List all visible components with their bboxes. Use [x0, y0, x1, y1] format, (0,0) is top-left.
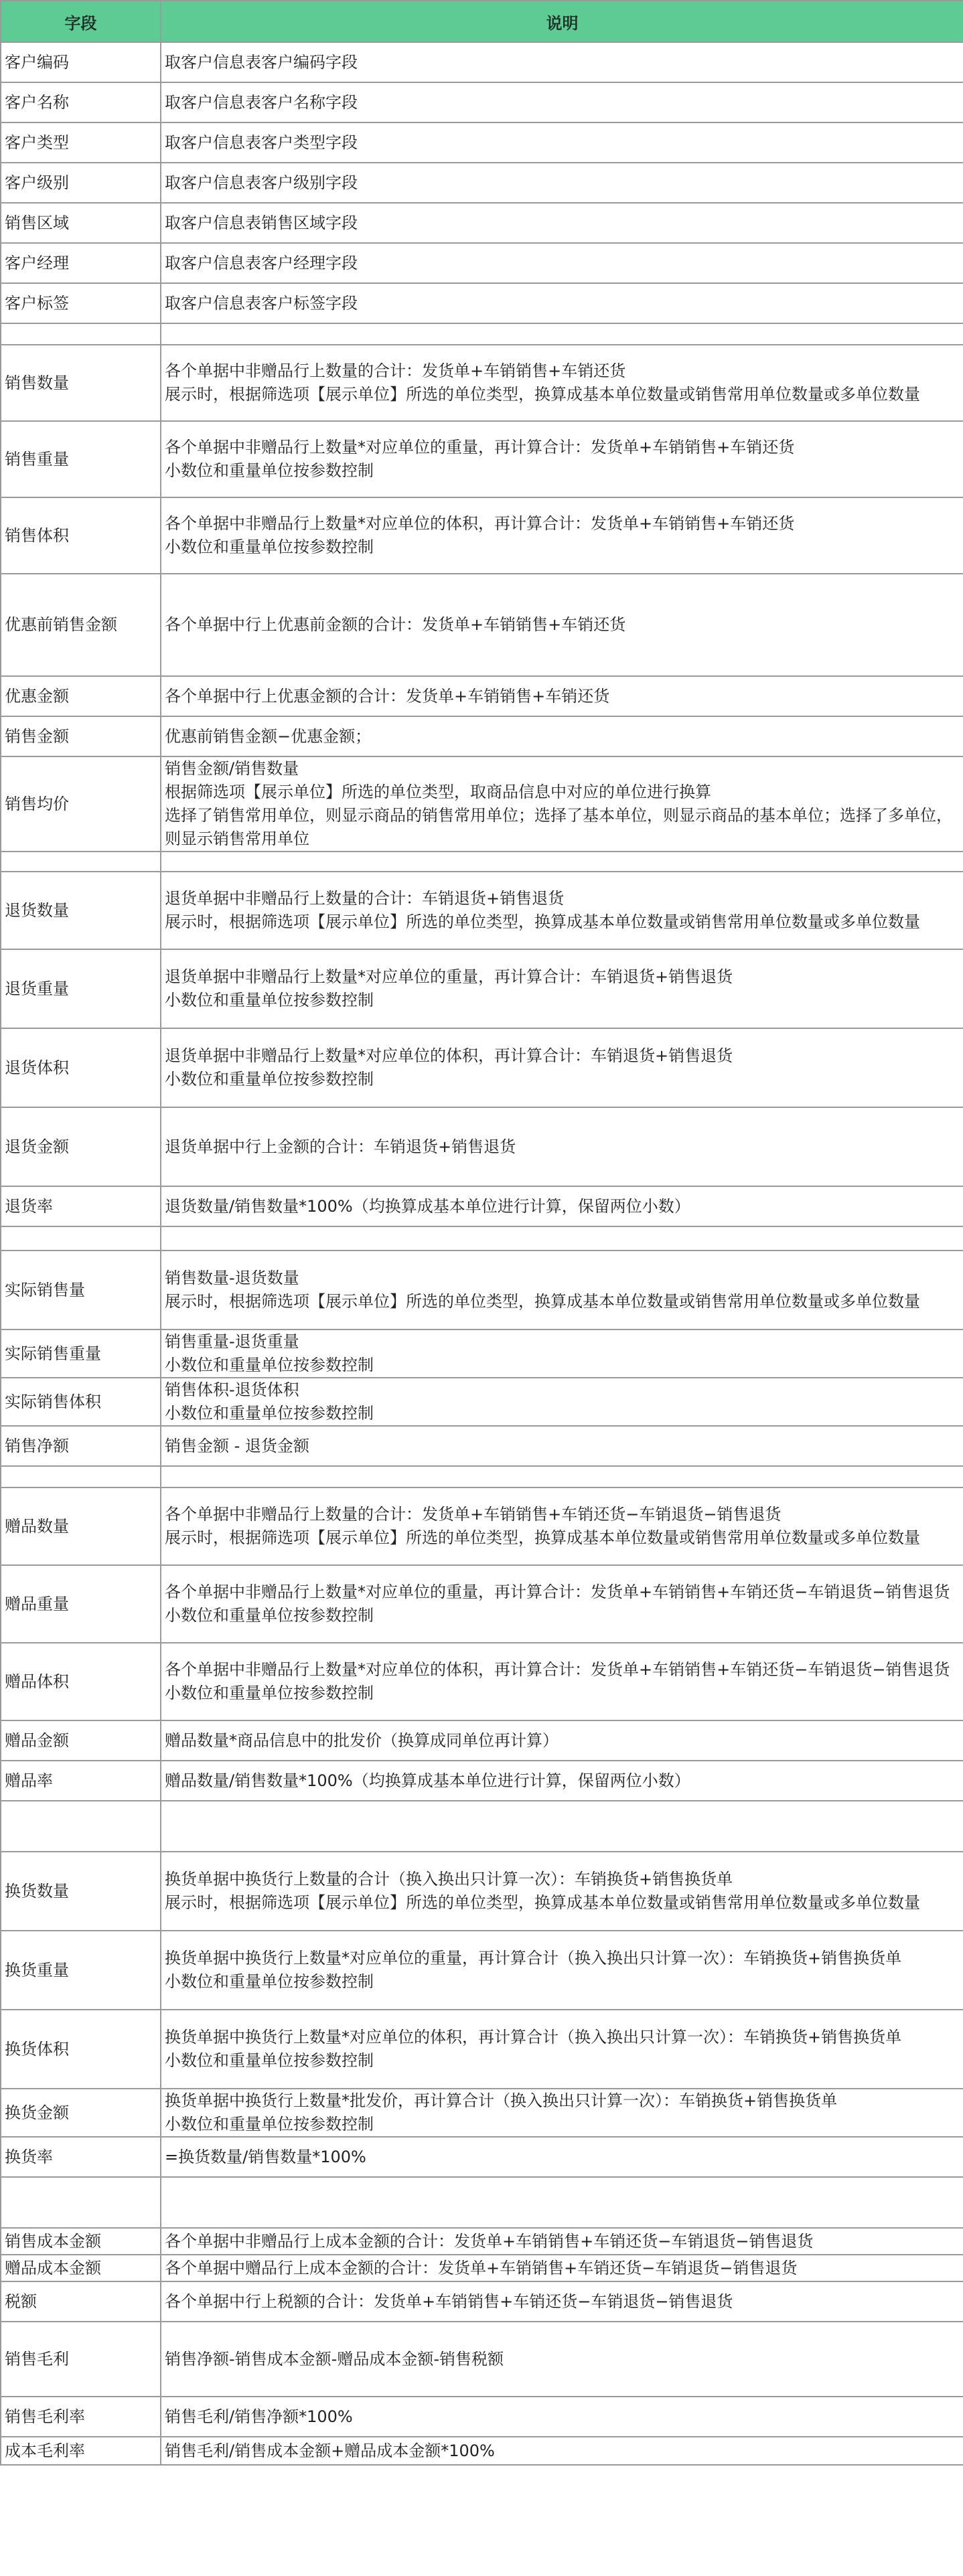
table-row: [1, 2010, 963, 2089]
table-row: [1, 2228, 963, 2255]
table-row: [1, 2255, 963, 2281]
header-description: 说明: [161, 1, 963, 42]
description-cell: 优惠前销售金额−优惠金额；: [161, 716, 963, 756]
field-cell: 赠品成本金额: [1, 2255, 161, 2281]
field-cell: [1, 852, 161, 872]
table-row: [1, 42, 963, 82]
description-cell: [161, 2177, 963, 2228]
field-cell: 实际销售体积: [1, 1378, 161, 1426]
table-row: [1, 1226, 963, 1251]
table-row: [1, 2281, 963, 2322]
description-cell: 取客户信息表客户类型字段: [161, 123, 963, 163]
table-row: [1, 676, 963, 716]
field-cell: 优惠前销售金额: [1, 574, 161, 676]
table-row: [1, 1801, 963, 1852]
description-cell: 各个单据中非赠品行上成本金额的合计：发货单+车销销售+车销还货−车销退货−销售退货: [161, 2228, 963, 2255]
table-row: [1, 283, 963, 323]
description-cell: 销售金额/销售数量 根据筛选项【展示单位】所选的单位类型，取商品信息中对应的单位进行换算 选择了销售常用单位，则显示商品的销售常用单位；选择了基本单位，则显示商品的基本单位；选择了多单位，则显示销售常用单位: [161, 756, 963, 852]
field-cell: 客户名称: [1, 82, 161, 123]
table-row: [1, 1931, 963, 2010]
field-cell: 客户标签: [1, 283, 161, 323]
table-row: [1, 1028, 963, 1107]
field-cell: 客户编码: [1, 42, 161, 82]
description-cell: 各个单据中行上优惠前金额的合计：发货单+车销销售+车销还货: [161, 574, 963, 676]
field-cell: 退货体积: [1, 1028, 161, 1107]
description-cell: =换货数量/销售数量*100%: [161, 2137, 963, 2177]
description-cell: 赠品数量/销售数量*100%（均换算成基本单位进行计算，保留两位小数）: [161, 1761, 963, 1801]
description-cell: 退货单据中非赠品行上数量*对应单位的体积，再计算合计：车销退货+销售退货 小数位和重量单位按参数控制: [161, 1028, 963, 1107]
field-cell: 优惠金额: [1, 676, 161, 716]
table-row: [1, 345, 963, 421]
table-header-row: [1, 1, 963, 42]
table-row: [1, 1720, 963, 1761]
table-row: [1, 2177, 963, 2228]
field-cell: 换货率: [1, 2137, 161, 2177]
field-cell: 赠品体积: [1, 1643, 161, 1720]
description-cell: 各个单据中非赠品行上数量的合计：发货单+车销销售+车销还货−车销退货−销售退货 展示时，根据筛选项【展示单位】所选的单位类型，换算成基本单位数量或销售常用单位数量或多单位数量: [161, 1487, 963, 1565]
description-cell: 各个单据中非赠品行上数量*对应单位的体积，再计算合计：发货单+车销销售+车销还货−车销退货−销售退货 小数位和重量单位按参数控制: [161, 1643, 963, 1720]
description-cell: 销售毛利/销售成本金额+赠品成本金额*100%: [161, 2437, 963, 2465]
table-row: [1, 2397, 963, 2437]
field-cell: 销售数量: [1, 345, 161, 421]
description-cell: [161, 323, 963, 345]
field-cell: 换货数量: [1, 1852, 161, 1931]
field-cell: 客户类型: [1, 123, 161, 163]
table-row: [1, 1466, 963, 1487]
table-row: [1, 2137, 963, 2177]
table-row: [1, 872, 963, 949]
field-cell: [1, 323, 161, 345]
description-cell: 各个单据中非赠品行上数量*对应单位的重量，再计算合计：发货单+车销销售+车销还货−车销退货−销售退货 小数位和重量单位按参数控制: [161, 1565, 963, 1643]
table-row: [1, 1330, 963, 1378]
field-cell: 赠品率: [1, 1761, 161, 1801]
description-cell: 取客户信息表客户名称字段: [161, 82, 963, 123]
field-cell: [1, 1466, 161, 1487]
field-cell: 销售毛利: [1, 2322, 161, 2397]
field-cell: 销售毛利率: [1, 2397, 161, 2437]
table-row: [1, 1251, 963, 1330]
description-cell: 取客户信息表销售区域字段: [161, 203, 963, 243]
description-cell: 各个单据中赠品行上成本金额的合计：发货单+车销销售+车销还货−车销退货−销售退货: [161, 2255, 963, 2281]
field-cell: 销售净额: [1, 1426, 161, 1466]
table-row: [1, 949, 963, 1028]
description-cell: 换货单据中换货行上数量*对应单位的体积，再计算合计（换入换出只计算一次）：车销换货+销售换货单 小数位和重量单位按参数控制: [161, 2010, 963, 2089]
field-cell: 销售区域: [1, 203, 161, 243]
field-cell: 客户经理: [1, 243, 161, 283]
description-cell: 取客户信息表客户级别字段: [161, 163, 963, 203]
description-cell: 取客户信息表客户标签字段: [161, 283, 963, 323]
field-cell: 换货重量: [1, 1931, 161, 2010]
description-cell: 销售净额-销售成本金额-赠品成本金额-销售税额: [161, 2322, 963, 2397]
field-cell: 销售成本金额: [1, 2228, 161, 2255]
table-row: [1, 243, 963, 283]
field-cell: [1, 2177, 161, 2228]
table-row: [1, 1186, 963, 1226]
description-cell: 各个单据中非赠品行上数量的合计：发货单+车销销售+车销还货 展示时，根据筛选项【展示单位】所选的单位类型，换算成基本单位数量或销售常用单位数量或多单位数量: [161, 345, 963, 421]
description-cell: 换货单据中换货行上数量*对应单位的重量，再计算合计（换入换出只计算一次）：车销换货+销售换货单 小数位和重量单位按参数控制: [161, 1931, 963, 2010]
table-row: [1, 1378, 963, 1426]
table-row: [1, 1426, 963, 1466]
table-row: [1, 1107, 963, 1186]
field-cell: 客户级别: [1, 163, 161, 203]
description-cell: 各个单据中非赠品行上数量*对应单位的重量，再计算合计：发货单+车销销售+车销还货 小数位和重量单位按参数控制: [161, 421, 963, 497]
description-cell: 取客户信息表客户编码字段: [161, 42, 963, 82]
field-cell: [1, 1226, 161, 1251]
header-field: 字段: [1, 1, 161, 42]
description-cell: [161, 852, 963, 872]
description-cell: [161, 1226, 963, 1251]
field-cell: 赠品数量: [1, 1487, 161, 1565]
description-cell: 退货单据中行上金额的合计：车销退货+销售退货: [161, 1107, 963, 1186]
description-cell: 退货单据中非赠品行上数量的合计：车销退货+销售退货 展示时，根据筛选项【展示单位】所选的单位类型，换算成基本单位数量或销售常用单位数量或多单位数量: [161, 872, 963, 949]
field-cell: 销售重量: [1, 421, 161, 497]
table-row: [1, 2437, 963, 2465]
description-cell: [161, 1801, 963, 1852]
field-cell: 销售均价: [1, 756, 161, 852]
table-row: [1, 497, 963, 574]
description-cell: 取客户信息表客户经理字段: [161, 243, 963, 283]
field-cell: [1, 1801, 161, 1852]
description-cell: 销售重量-退货重量 小数位和重量单位按参数控制: [161, 1330, 963, 1378]
table-row: [1, 163, 963, 203]
field-cell: 退货数量: [1, 872, 161, 949]
field-cell: 实际销售量: [1, 1251, 161, 1330]
table-row: [1, 123, 963, 163]
table-row: [1, 1761, 963, 1801]
description-cell: 退货数量/销售数量*100%（均换算成基本单位进行计算，保留两位小数）: [161, 1186, 963, 1226]
description-cell: 销售毛利/销售净额*100%: [161, 2397, 963, 2437]
table-row: [1, 1643, 963, 1720]
table-row: [1, 421, 963, 497]
table-row: [1, 2322, 963, 2397]
description-cell: 退货单据中非赠品行上数量*对应单位的重量，再计算合计：车销退货+销售退货 小数位和重量单位按参数控制: [161, 949, 963, 1028]
description-cell: 赠品数量*商品信息中的批发价（换算成同单位再计算）: [161, 1720, 963, 1761]
table-row: [1, 1852, 963, 1931]
description-cell: 各个单据中非赠品行上数量*对应单位的体积，再计算合计：发货单+车销销售+车销还货 小数位和重量单位按参数控制: [161, 497, 963, 574]
description-cell: [161, 1466, 963, 1487]
table-row: [1, 852, 963, 872]
description-cell: 各个单据中行上税额的合计：发货单+车销销售+车销还货−车销退货−销售退货: [161, 2281, 963, 2322]
table-row: [1, 574, 963, 676]
table-row: [1, 82, 963, 123]
field-cell: 退货重量: [1, 949, 161, 1028]
table-row: [1, 1565, 963, 1643]
table-row: [1, 1487, 963, 1565]
field-cell: 赠品金额: [1, 1720, 161, 1761]
field-cell: 退货率: [1, 1186, 161, 1226]
field-cell: 换货金额: [1, 2089, 161, 2137]
field-cell: 实际销售重量: [1, 1330, 161, 1378]
field-cell: 成本毛利率: [1, 2437, 161, 2465]
table-row: [1, 2089, 963, 2137]
description-cell: 换货单据中换货行上数量*批发价，再计算合计（换入换出只计算一次）：车销换货+销售换货单 小数位和重量单位按参数控制: [161, 2089, 963, 2137]
field-cell: 销售体积: [1, 497, 161, 574]
field-cell: 销售金额: [1, 716, 161, 756]
field-cell: 换货体积: [1, 2010, 161, 2089]
description-cell: 销售体积-退货体积 小数位和重量单位按参数控制: [161, 1378, 963, 1426]
table-row: [1, 716, 963, 756]
description-cell: 各个单据中行上优惠金额的合计：发货单+车销销售+车销还货: [161, 676, 963, 716]
field-cell: 税额: [1, 2281, 161, 2322]
table-row: [1, 323, 963, 345]
field-cell: 退货金额: [1, 1107, 161, 1186]
table-row: [1, 756, 963, 852]
table-row: [1, 203, 963, 243]
description-cell: 销售金额 - 退货金额: [161, 1426, 963, 1466]
field-cell: 赠品重量: [1, 1565, 161, 1643]
description-cell: 销售数量-退货数量 展示时，根据筛选项【展示单位】所选的单位类型，换算成基本单位数量或销售常用单位数量或多单位数量: [161, 1251, 963, 1330]
description-cell: 换货单据中换货行上数量的合计（换入换出只计算一次）：车销换货+销售换货单 展示时，根据筛选项【展示单位】所选的单位类型，换算成基本单位数量或销售常用单位数量或多单位数量: [161, 1852, 963, 1931]
